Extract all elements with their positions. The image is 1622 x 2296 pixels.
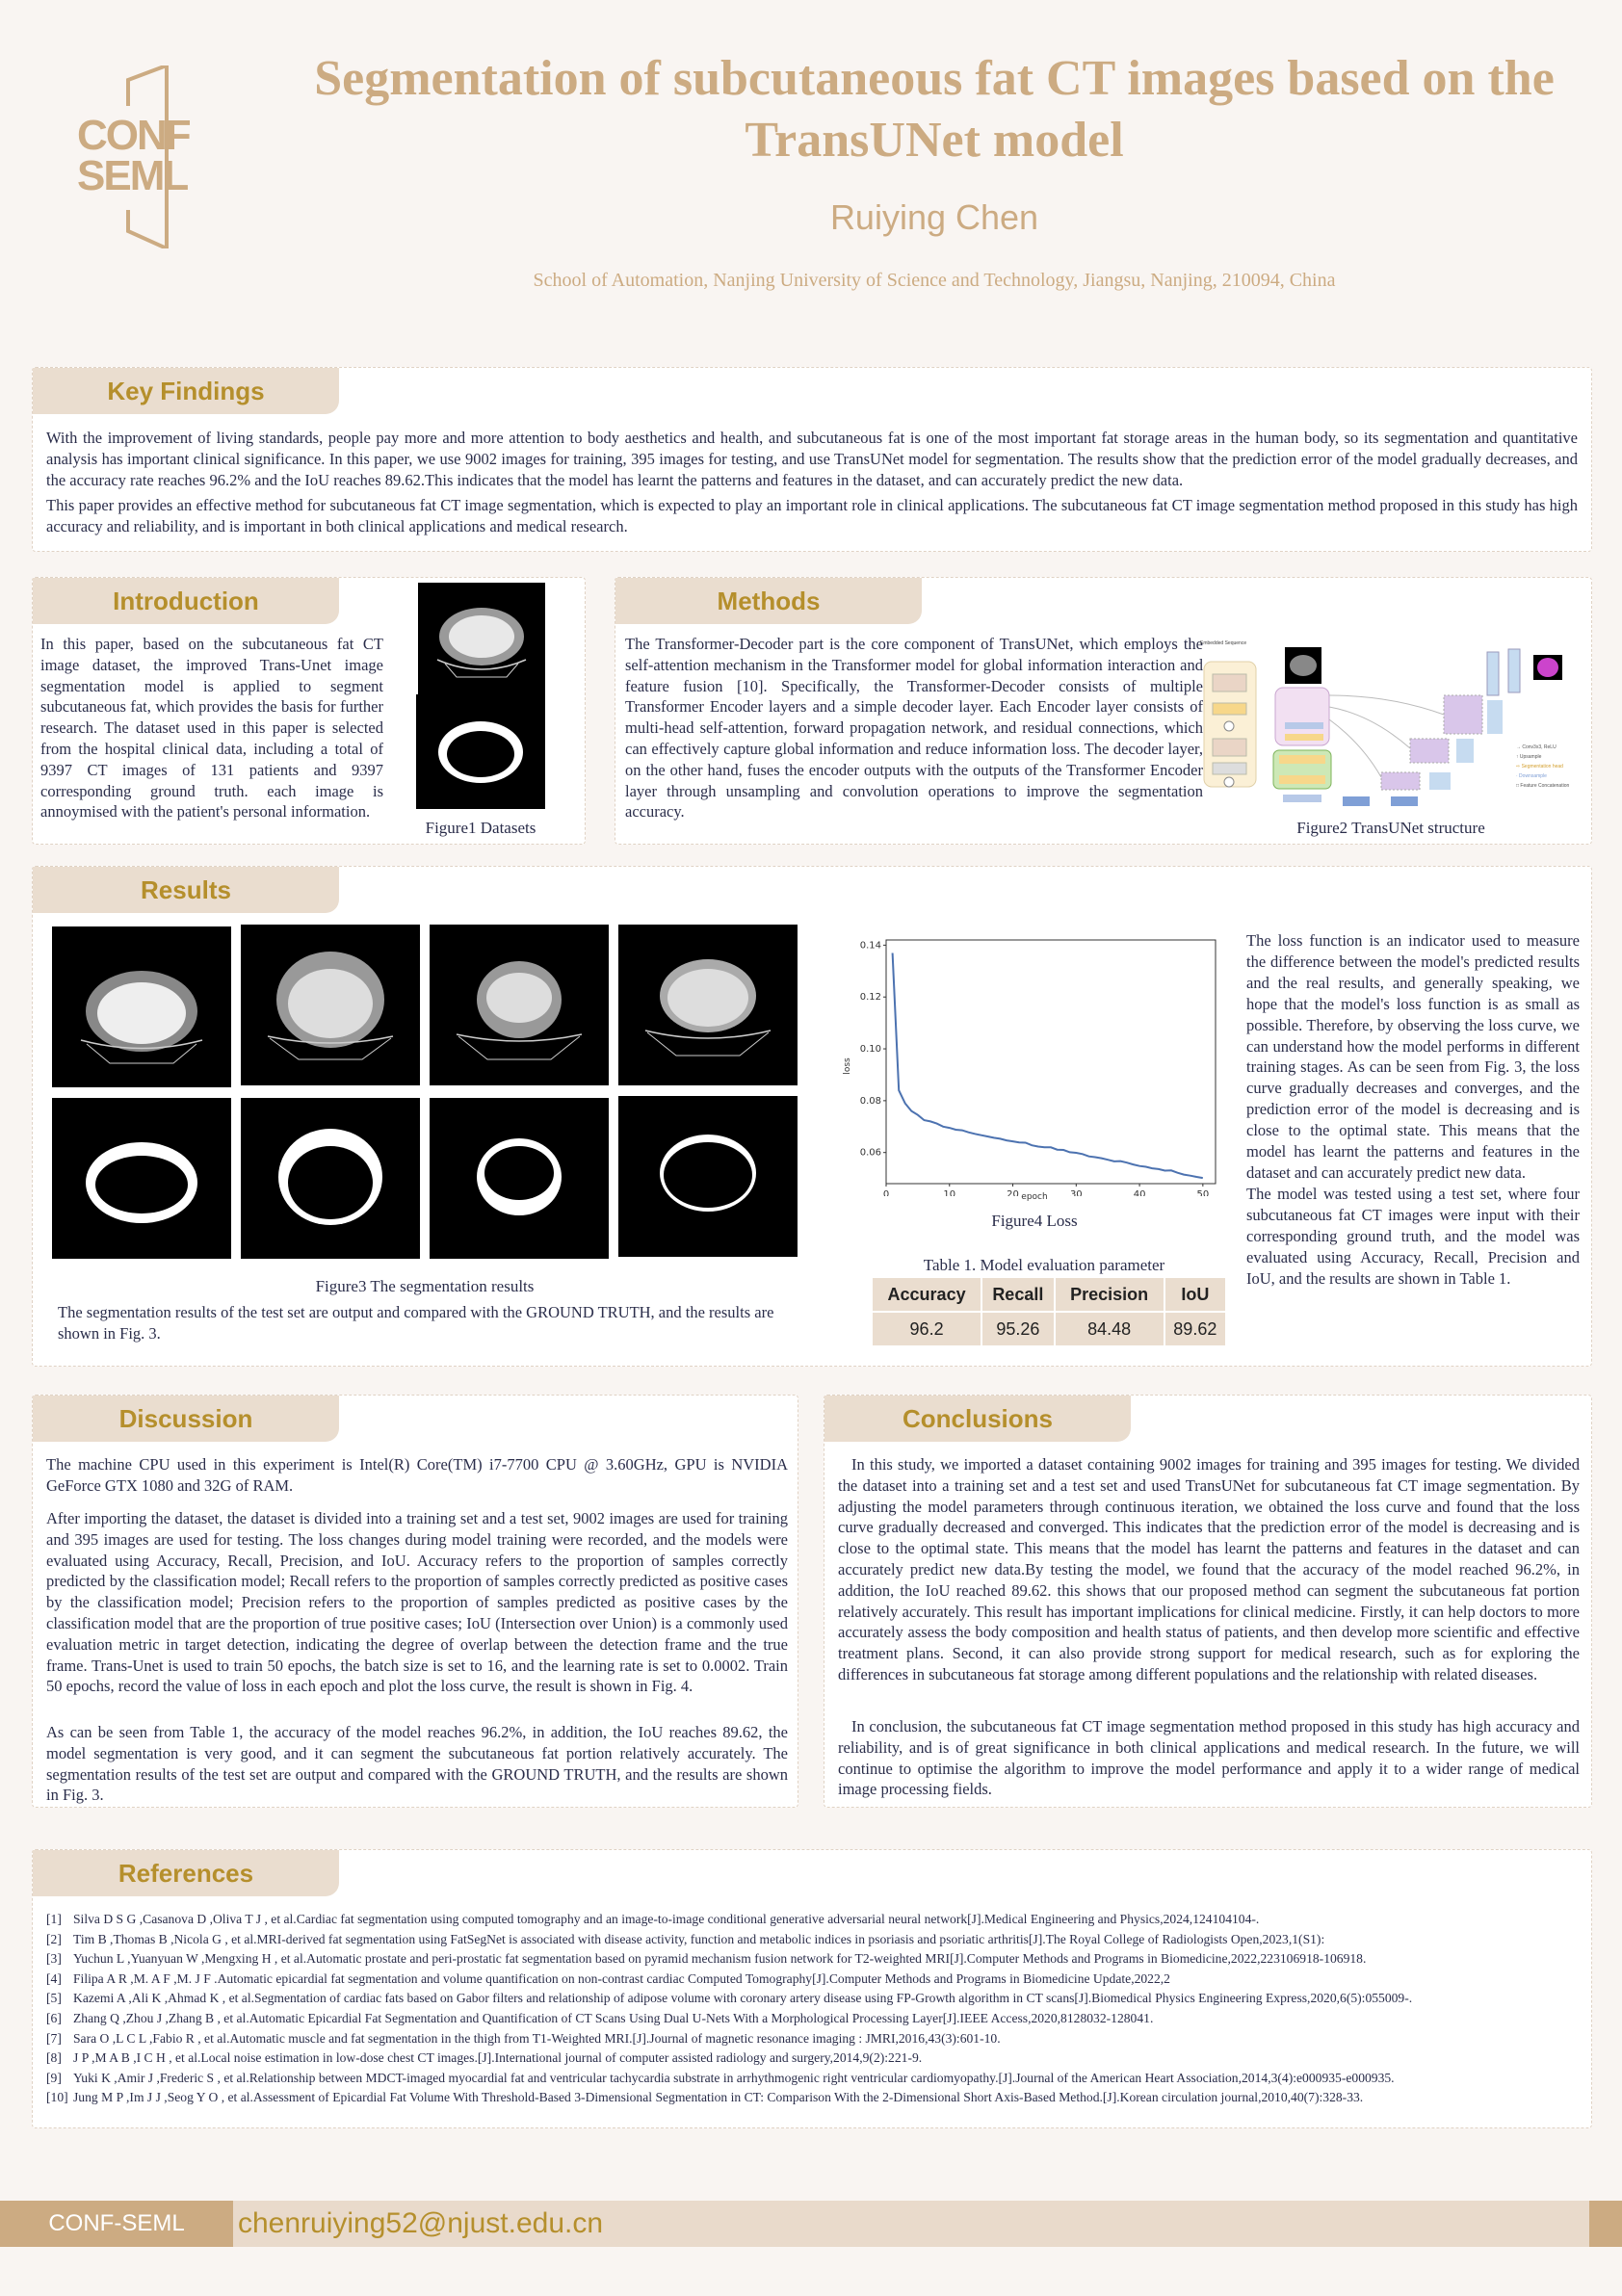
conf-seml-logo [77,65,241,248]
conclusions-panel [824,1395,1592,1808]
footer-email[interactable]: chenruiying52@njust.edu.cn [233,2201,1589,2247]
dataset-ct-image [418,583,545,694]
figure2-caption: Figure2 TransUNet structure [1296,819,1485,837]
references-list [46,1910,1578,2108]
figure1-caption: Figure1 Datasets [425,819,536,837]
result-ct-image-1 [52,926,231,1087]
result-ground-truth-image-3 [430,1098,609,1259]
result-ground-truth-image-4 [618,1096,798,1257]
result-ground-truth-image-2 [241,1098,420,1259]
results-panel [32,866,1592,1367]
svg-text:50: 50 [1196,1189,1210,1196]
svg-text:↑ Upsample: ↑ Upsample [1516,754,1542,760]
discussion-heading: Discussion [33,1396,339,1442]
svg-text:0.08: 0.08 [859,1095,881,1107]
svg-text:loss: loss [843,1057,852,1075]
conclusions-heading: Conclusions [824,1396,1131,1442]
svg-text:→ Conv3x3, ReLU: → Conv3x3, ReLU [1516,744,1557,750]
reference-item: [10] Jung M P ,Im J J ,Seog Y O , et al.Assessment of Epicardial Fat Volume With Threshold-Based 3-Dimensional Segmentation in CT: Comparison With the 2-Dimensional Short Axis-Based Method.[J].Korean circulation journal,2010,40(7):328-33. [46,2090,1364,2105]
metrics-header-precision: Precision [1056,1278,1164,1311]
reference-item: [2] Tim B ,Thomas B ,Nicola G , et al.MRI-derived fat segmentation using FatSegNet is associated with disease activity, function and metabolic indices in psoriasis and psoriatic arthritis[J].The Royal College of Radiologists Open,2023,1(S1): [46,1931,1325,1946]
svg-text:0.06: 0.06 [859,1147,881,1159]
footer-brand: CONF-SEML [0,2201,233,2247]
footer-accent-bar [1589,2201,1622,2247]
conclusions-para-1: In this study, we imported a dataset containing 9002 images for training and 395 images for testing. We divided the dataset into a training set and a test set and used TransUNet for subcutaneous fat CT image segmentation. By adjusting the model parameters through continuous iteration, we obtained the loss curve and found that the loss curve gradually decreased and converged. This indicates that the prediction error of the model is decreasing and is close to the optimal state. This means that the model has learnt the patterns and features in the dataset and can accurately predict new data.By testing the model, we found that the accuracy of the model reached 96.2%, in addition, the IoU reached 89.62. this shows that our proposed method can segment the subcutaneous fat portion relatively accurately. This result has important implications for clinical medicine. Firstly, it can help doctors to more accurately assess the body composition and health status of patients, and then develop more scientific and effective treatment plans. Second, it can also provide strong support for medical research, such as for exploring the differences in subcutaneous fat storage among different populations and the relationship with related diseases. [838,1455,1580,1683]
references-panel [32,1849,1592,2128]
references-heading: References [33,1850,339,1896]
reference-item: [8] J P ,M A B ,I C H , et al.Local noise estimation in low-dose chest CT images.[J].International journal of computer assisted radiology and surgery,2014,9(2):221-9. [46,2050,923,2066]
transunet-diagram [1198,638,1583,816]
svg-text:40: 40 [1133,1189,1146,1196]
methods-heading: Methods [615,578,922,624]
result-ct-image-4 [618,925,798,1085]
reference-item: [4] Filipa A R ,M. A F ,M. J F .Automatic epicardial fat segmentation and volume quantification on non-contrast cardiac Computed Tomography[J].Computer Methods and Programs in Biomedicine Update,2022,2 [46,1970,1170,1986]
poster-title: Segmentation of subcutaneous fat CT images based on the TransUNet model [314,51,1555,168]
introduction-panel [32,577,586,845]
result-ct-image-2 [241,925,420,1085]
svg-text:30: 30 [1069,1189,1083,1196]
result-ground-truth-image-1 [52,1098,231,1259]
table1-caption: Table 1. Model evaluation parameter [923,1256,1165,1274]
result-ct-image-3 [430,925,609,1085]
reference-item: [6] Zhang Q ,Zhou J ,Zhang B , et al.Automatic Epicardial Fat Segmentation and Quantification of CT Scans Using Dual U-Nets With a Morphological Processing Layer[J].IEEE Access,2020,8128032-128041. [46,2010,1154,2025]
svg-text:0.14: 0.14 [859,940,881,952]
conclusions-para-2: In conclusion, the subcutaneous fat CT image segmentation method proposed in this study has high accuracy and reliability, and is of great significance in both clinical applications and medical research. In the future, we will continue to optimise the algorithm to improve the model performance and apply it to a wider range of medical image processing fields. [838,1717,1580,1799]
svg-text:0: 0 [882,1189,890,1196]
svg-text:20: 20 [1007,1189,1019,1196]
loss-chart [842,926,1227,1196]
discussion-panel [32,1395,798,1808]
figure4-caption: Figure4 Loss [991,1212,1078,1230]
reference-item: [1] Silva D S G ,Casanova D ,Oliva T J , et al.Cardiac fat segmentation using computed tomography and an image-to-image conditional generative adversarial neural network[J].Medical Engineering and Physics,2024,124104104-. [46,1912,1260,1926]
metrics-value-recall: 95.26 [982,1313,1053,1345]
reference-item: [3] Yuchun L ,Yuanyuan W ,Mengxing H , et al.Automatic prostate and peri-prostatic fat segmentation based on pyramid mechanism fusion network for T2-weighted MRI[J].Computer Methods and Programs in Biomedicine,2022,223106918-106918. [46,1951,1367,1967]
metrics-header-iou: IoU [1165,1278,1225,1311]
svg-text:10: 10 [943,1189,956,1196]
svg-text:· Downsample: · Downsample [1516,773,1547,779]
key-findings-panel [32,367,1592,552]
methods-panel [615,577,1592,845]
svg-text:Embedded Sequence: Embedded Sequence [1200,640,1247,646]
discussion-para-2: After importing the dataset, the dataset is divided into a training set and a test set, 9002 images are used for training and 395 images are used for testing. The loss changes during model training were recorded, and the models were evaluated using Accuracy, Recall, Precision, and IoU. Accuracy refers to the proportion of samples correctly predicted by the classification model; Recall refers to the proportion of samples correctly predicted as positive cases by the classification model; Precision refers to the proportion of samples predicted as positive cases by the classification model that are the proportion of true positive cases; IoU (Intersection over Union) is a commonly used evaluation metric in target detection, indicating the degree of overlap between the detection frame and the true frame. Trans-Unet is used to train 50 epochs, the batch size is set to 16, and the learning rate is set to 0.0002. Train 50 epochs, record the value of loss in each epoch and plot the loss curve, the result is shown in Fig. 4. [46,1509,788,1696]
figure3-caption: Figure3 The segmentation results [315,1277,535,1295]
metrics-header-accuracy: Accuracy [873,1278,981,1311]
metrics-value-iou: 89.62 [1165,1313,1225,1345]
metrics-value-accuracy: 96.2 [873,1313,981,1345]
svg-text:0.12: 0.12 [859,992,881,1004]
svg-text:0.10: 0.10 [859,1044,881,1056]
discussion-para-1: The machine CPU used in this experiment is Intel(R) Core(TM) i7-7700 CPU @ 3.60GHz, GPU is NVIDIA GeForce GTX 1080 and 32G of RAM. [46,1455,788,1495]
key-findings-para-1: With the improvement of living standards, people pay more and more attention to body aesthetics and health, and subcutaneous fat is one of the most important fat storage areas in the human body, so its segmentation and quantitative analysis has important clinical significance. In this paper, we use 9002 images for training, 395 images for testing, and use TransUNet model for segmentation. The results show that the prediction error of the model gradually decreases, and the accuracy rate reaches 96.2% and the IoU reaches 89.62.This indicates that the model has learnt the patterns and features in the dataset, and can accurately predict the new data. [46,429,1578,489]
metrics-header-recall: Recall [982,1278,1053,1311]
reference-item: [7] Sara O ,L C L ,Fabio R , et al.Automatic muscle and fat segmentation in the thigh from T1-Weighted MRI.[J].Journal of magnetic resonance imaging : JMRI,2016,43(3):601-10. [46,2030,1001,2046]
reference-item: [9] Yuki K ,Amir J ,Frederic S , et al.Relationship between MDCT-imaged myocardial fat and ventricular tachycardia substrate in arrhythmogenic right ventricular cardiomyopathy.[J].Journal of the American Heart Association,2014,3(4):e000935-e000935. [46,2070,1395,2085]
reference-item: [5] Kazemi A ,Ali K ,Ahmad K , et al.Segmentation of cardiac fats based on Gabor filters and relationship of adipose volume with coronary artery disease using FP-Growth algorithm in CT scans[J].Biomedical Physics Engineering Express,2020,6(5):055009-. [46,1991,1413,2006]
introduction-text: In this paper, based on the subcutaneous fat CT image dataset, the improved Trans-Unet image segmentation model is applied to segment subcutaneous fat, which provides the basis for further research. The dataset used in this paper is selected from the hospital clinical data, including a total of 9397 CT images of 131 patients and 9397 corresponding ground truth. each image is annoymised with the patient's personal information. [40,635,383,822]
logo-text: CONF SEML [77,112,190,199]
loss-explanation-text: The loss function is an indicator used to measure the difference between the model's predicted results and the real results, and generally speaking, we hope that the model's loss function is as small as possible. Therefore, by observing the loss curve, we can understand how the model performs in different training stages. As can be seen from Fig. 3, the loss curve gradually decreases and converges, and the prediction error of the model is decreasing and is close to the optimal state. This means that the model has learnt the patterns and features in the dataset and can accurately predict new data. The model was tested using a test set, where four subcutaneous fat CT images were input with their corresponding ground truth, and the model was evaluated using Accuracy, Recall, Precision and IoU, and the results are shown in Table 1. [1246,931,1580,1288]
affiliation: School of Automation, Nanjing University of Science and Technology, Jiangsu, Nanjing, 210094, China [533,270,1336,291]
figure3-text: The segmentation results of the test set are output and compared with the GROUND TRUTH, and the results are shown in Fig. 3. [58,1303,774,1343]
metrics-table [871,1276,1227,1347]
dataset-ground-truth-image [416,694,545,809]
results-heading: Results [33,867,339,913]
author-name: Ruiying Chen [829,197,1039,237]
svg-text:⇨ Segmentation head: ⇨ Segmentation head [1516,764,1563,770]
metrics-value-precision: 84.48 [1056,1313,1164,1345]
key-findings-heading: Key Findings [33,368,339,414]
introduction-heading: Introduction [33,578,339,624]
loss-xlabel: epoch [1021,1192,1048,1202]
discussion-para-3: As can be seen from Table 1, the accuracy of the model reaches 96.2%, in addition, the IoU reaches 89.62, the model segmentation is very good, and it can segment the subcutaneous fat portion relatively accurately. The segmentation results of the test set are output and compared with the GROUND TRUTH, and the results are shown in Fig. 3. [46,1723,788,1805]
key-findings-para-2: This paper provides an effective method for subcutaneous fat CT image segmentation, which is expected to play an important role in clinical applications. The subcutaneous fat CT image segmentation method proposed in this study has high accuracy and reliability, and is important in both clinical applications and medical research. [46,496,1578,535]
svg-text:□ Feature Concatenation: □ Feature Concatenation [1516,783,1570,789]
logo-frame-icon [125,65,170,248]
methods-text: The Transformer-Decoder part is the core component of TransUNet, which employs the self-attention mechanism in the Transformer model for global information interaction and feature fusion [10]. Specifically, the Transformer-Decoder consists of multiple Transformer Encoder layers and a simple decoder layer. Each Encoder layer consists of multi-head self-attention, forward propagation network, and residual connections, which can effectively capture global information and reduce information loss. The decoder layer, on the other hand, fuses the encoder outputs with the outputs of the Transformer Encoder layer through unsampling and convolution operations to improve the segmentation accuracy. [625,635,1203,822]
